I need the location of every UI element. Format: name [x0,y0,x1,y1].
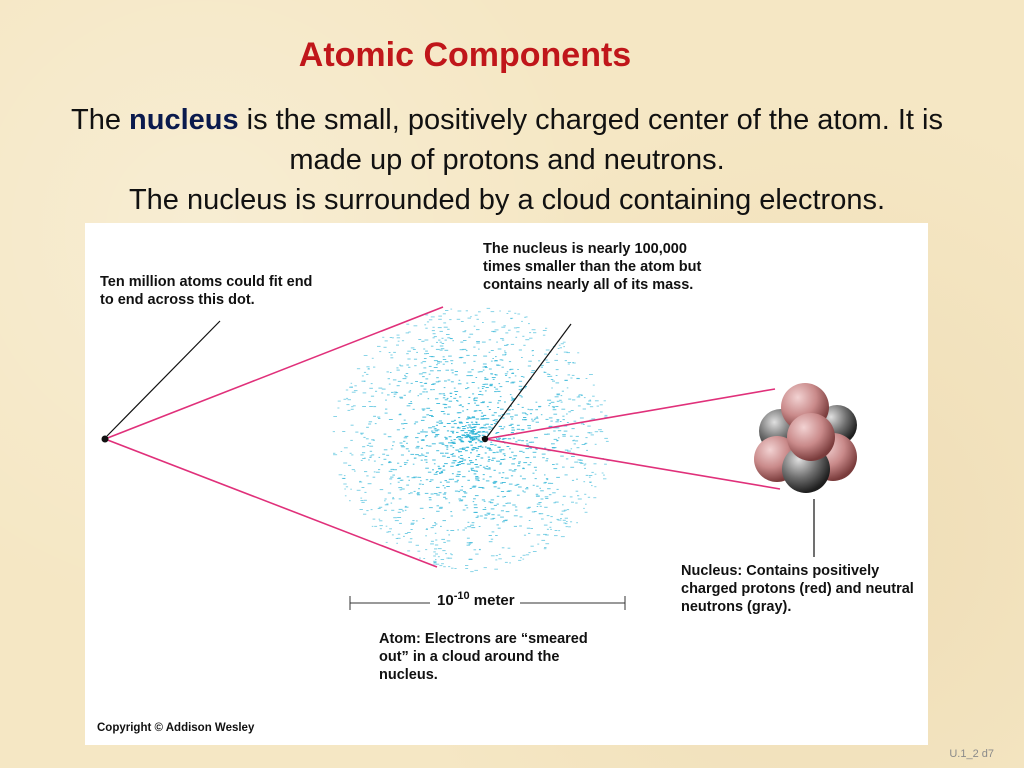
scale-base: 10 [437,592,454,609]
body-pre: The [71,104,130,136]
connector-line-lower-left [105,439,437,567]
nucleus-cluster [754,383,857,493]
nucleus-dot [482,436,488,442]
dot-caption: Ten million atoms could fit end to end across this dot. [100,274,313,308]
leader-line-dot [107,321,220,436]
connector-line-upper-right [485,389,775,439]
connector-line-lower-right [485,439,780,489]
scale-unit: meter [469,592,515,609]
copyright: Copyright © Addison Wesley [97,722,255,734]
nucleus-size-caption: The nucleus is nearly 100,000 times smaller than the atom but contains nearly all of its mass. [483,241,702,293]
body-line2: The nucleus is surrounded by a cloud containing electrons. [128,184,886,216]
scale-label [437,590,515,609]
slide-title: Atomic Components [298,36,632,74]
nucleus-contents-caption: Nucleus: Contains positively charged protons (red) and neutral neutrons (gray). [681,563,914,615]
electron-cloud [333,308,610,571]
atom-caption: Atom: Electrons are “smeared out” in a cloud around the nucleus. [379,631,588,683]
scale-exponent: -10 [453,590,470,602]
body-line1-rest: is the small, positively charged center of the atom. It is made up of protons and neutrons. [238,104,943,176]
body-bold-term: nucleus [129,104,239,136]
slide-body-text [40,100,974,220]
slide-number: U.1_2 d7 [949,748,994,760]
atom-diagram [85,223,928,745]
small-dot [102,436,109,443]
